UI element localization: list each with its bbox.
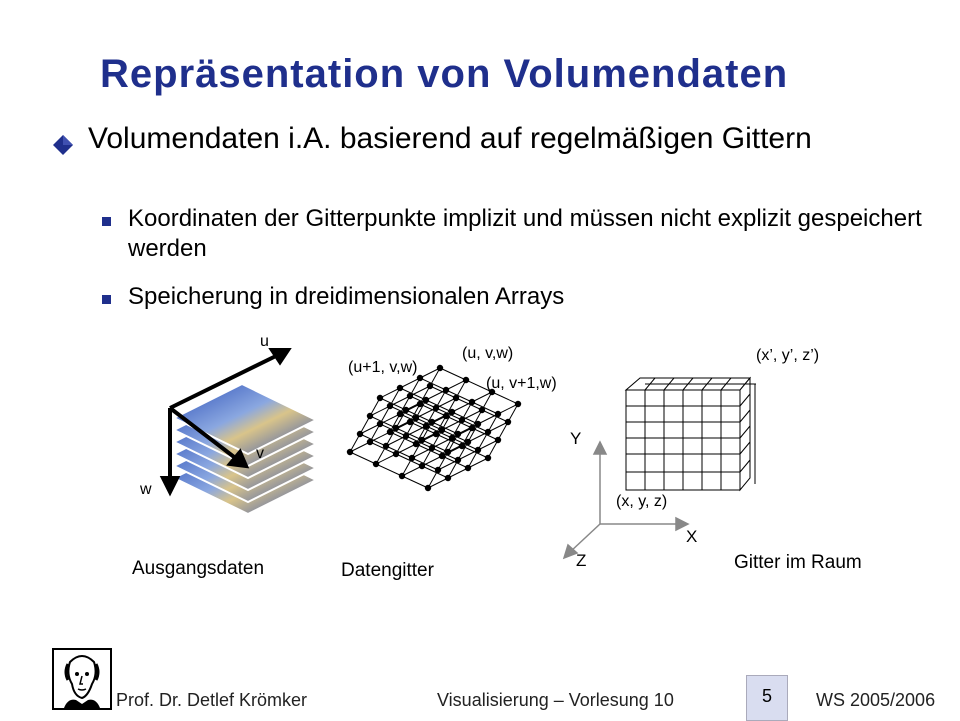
footer-author: Prof. Dr. Detlef Krömker (116, 690, 308, 710)
caption-datengitter: Datengitter (341, 560, 434, 581)
lattice-point (505, 419, 511, 425)
lattice-point (413, 415, 419, 421)
grid-cube (626, 378, 756, 490)
page-number-box (746, 675, 788, 721)
lattice-point (387, 429, 393, 435)
square-bullet-icon (102, 295, 111, 304)
lattice-point (403, 433, 409, 439)
lattice-edge (376, 464, 402, 476)
lattice-point (469, 399, 475, 405)
square-bullet-icon (102, 217, 111, 226)
lattice-point (429, 445, 435, 451)
lattice-point (439, 453, 445, 459)
lattice-point (465, 439, 471, 445)
ausgangsdaten-figure (130, 330, 330, 530)
axis-v-label: v (256, 445, 264, 462)
lattice-point (455, 457, 461, 463)
lattice-point (429, 419, 435, 425)
page-number: 5 (761, 686, 772, 706)
lattice-point (407, 419, 413, 425)
sub-bullet (102, 204, 922, 264)
lattice-point (463, 377, 469, 383)
lattice-point (435, 467, 441, 473)
lattice-point (433, 431, 439, 437)
lattice-point (515, 401, 521, 407)
lattice-point (357, 431, 363, 437)
lattice-edge (492, 392, 518, 404)
lattice-point (459, 417, 465, 423)
lattice-point (367, 439, 373, 445)
lattice-point (393, 451, 399, 457)
lattice-point (479, 407, 485, 413)
sub-bullet (102, 282, 922, 312)
lattice-edge (350, 452, 376, 464)
lattice-point (469, 425, 475, 431)
caption-gitter-im-raum: Gitter im Raum (734, 552, 862, 573)
label-uv1w: (u, v+1,w) (486, 375, 557, 392)
label-xyz-prime: (x’, y’, z’) (756, 347, 820, 364)
lattice-point (475, 421, 481, 427)
axis-u-label: u (260, 333, 269, 350)
diamond-bullet-icon (52, 134, 74, 156)
gitter-im-raum-figure (556, 338, 856, 578)
lattice-point (409, 455, 415, 461)
lattice-point (393, 425, 399, 431)
footer-course: Visualisierung – Vorlesung 10 (437, 690, 674, 710)
lattice-point (397, 411, 403, 417)
lattice-point (423, 397, 429, 403)
caption-ausgangsdaten: Ausgangsdaten (132, 558, 265, 579)
axis-x-label: X (686, 527, 698, 546)
lattice-point (373, 461, 379, 467)
axis-z-label: Z (576, 551, 587, 570)
lattice-point (433, 405, 439, 411)
lattice-point (419, 463, 425, 469)
lattice-point (403, 407, 409, 413)
lattice-point (413, 441, 419, 447)
axis-y-label: Y (570, 429, 582, 448)
slide-title: Repräsentation von Volumendaten (100, 52, 789, 96)
lattice-point (439, 427, 445, 433)
lattice-point (475, 447, 481, 453)
lattice-edge (402, 476, 428, 488)
lattice-point (377, 395, 383, 401)
label-uvw: (u, v,w) (462, 345, 514, 362)
lattice-edge (440, 368, 466, 380)
lattice-point (455, 431, 461, 437)
lattice-point (367, 413, 373, 419)
lattice-point (443, 413, 449, 419)
label-xyz: (x, y, z) (616, 493, 668, 510)
main-bullet (52, 122, 912, 156)
lattice-point (427, 383, 433, 389)
lattice-point (419, 437, 425, 443)
lattice-point (417, 401, 423, 407)
lattice-point (425, 485, 431, 491)
footer-semester: WS 2005/2006 (816, 690, 936, 710)
volume-slices (174, 384, 316, 514)
lattice-point (417, 375, 423, 381)
lattice-point (387, 403, 393, 409)
lattice-point (383, 443, 389, 449)
lattice-point (445, 449, 451, 455)
lattice-point (449, 435, 455, 441)
axis-w-label: w (140, 481, 152, 498)
main-bullet-text: Volumendaten i.A. basierend auf regelmäßigen Gittern (88, 122, 812, 155)
lattice-point (485, 429, 491, 435)
lattice-point (399, 473, 405, 479)
datengitter-figure (340, 338, 590, 538)
sub-bullet-text: Koordinaten der Gitterpunkte implizit und müssen nicht explizit gespeichert werden (128, 205, 922, 262)
goethe-portrait-logo (52, 648, 112, 710)
lattice-point (449, 409, 455, 415)
lattice-point (347, 449, 353, 455)
lattice-point (377, 421, 383, 427)
lattice-point (445, 475, 451, 481)
lattice-point (397, 385, 403, 391)
sub-bullet-text: Speicherung in dreidimensionalen Arrays (128, 283, 565, 310)
lattice-point (485, 455, 491, 461)
lattice-point (459, 443, 465, 449)
lattice-point (495, 437, 501, 443)
lattice-point (437, 365, 443, 371)
lattice-point (465, 465, 471, 471)
lattice-point (443, 387, 449, 393)
lattice-point (495, 411, 501, 417)
label-u1vw: (u+1, v,w) (348, 359, 418, 376)
lattice-point (423, 423, 429, 429)
lattice-point (453, 395, 459, 401)
lattice-point (407, 393, 413, 399)
